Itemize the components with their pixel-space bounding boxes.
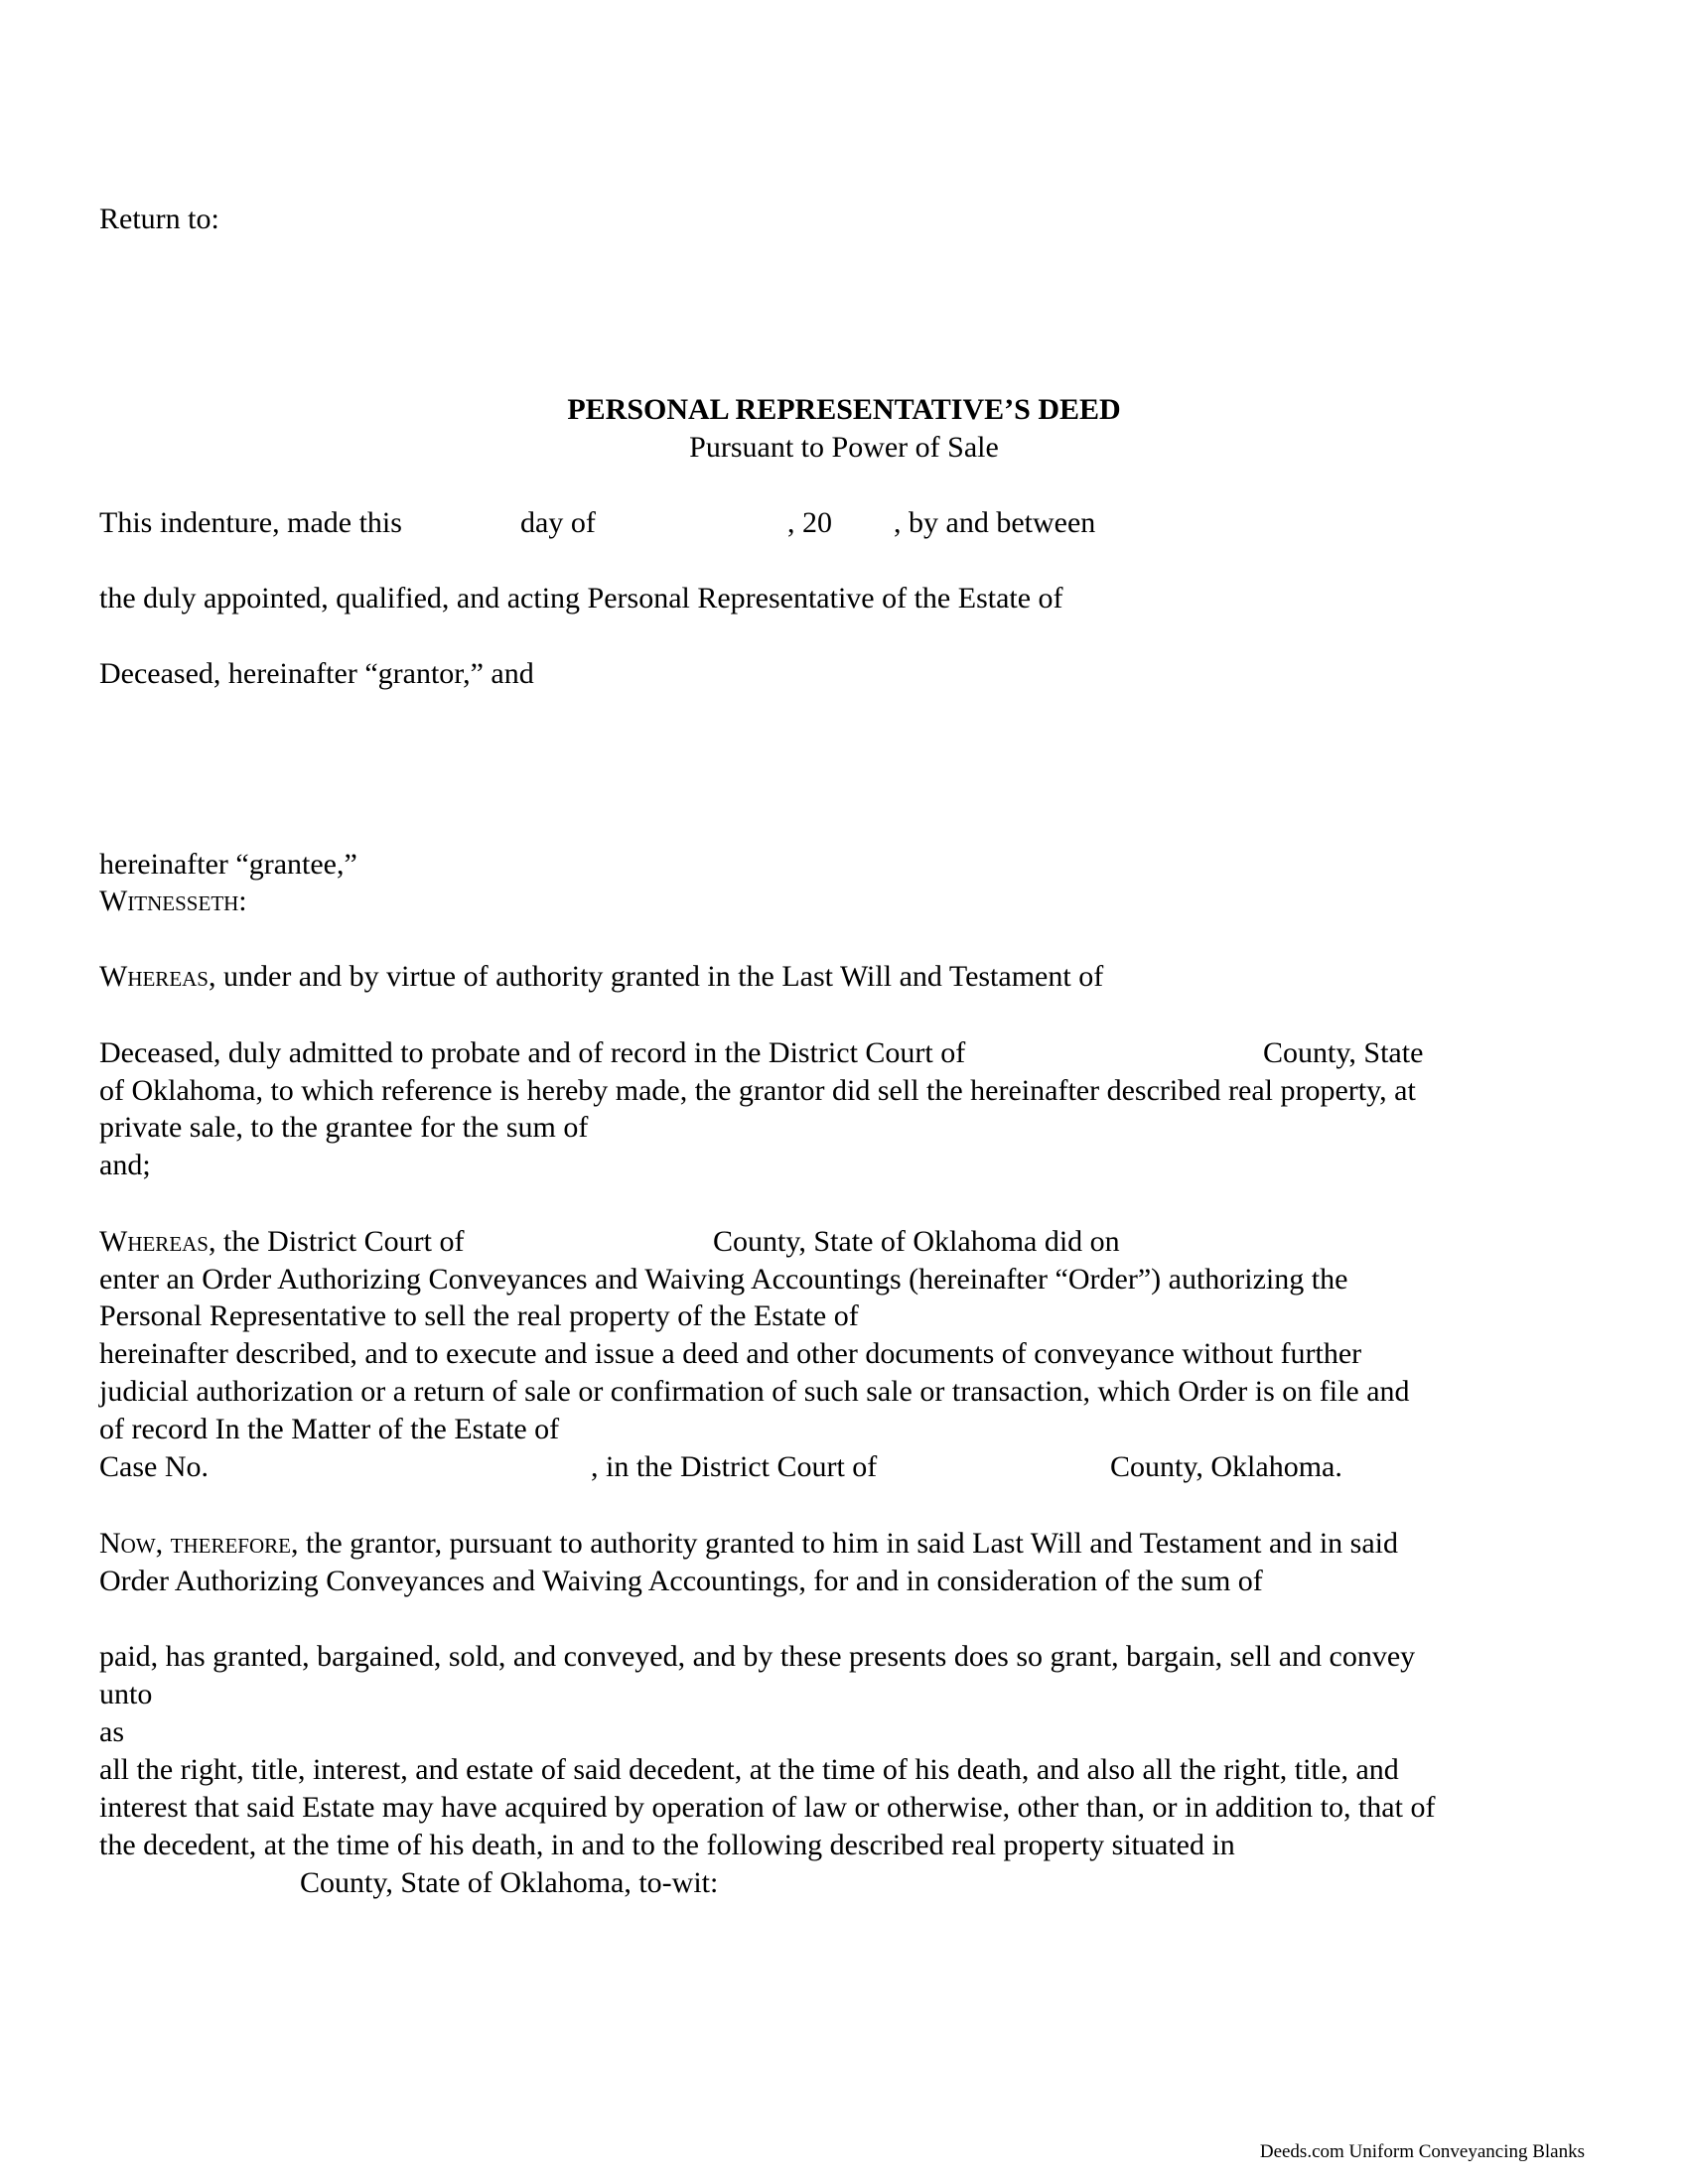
now-therefore-line-5: as [99,1715,124,1748]
county-oklahoma: County, Oklahoma. [1110,1450,1342,1483]
return-to-label: Return to: [99,203,219,235]
whereas-2-line-1b: County, State of Oklahoma did on [713,1225,1120,1258]
whereas-1-line-2b: County, State [1263,1036,1424,1069]
whereas-1-line-1: Whereas, under and by virtue of authority granted in the Last Will and Testament of [99,960,1104,993]
case-no-label: Case No. [99,1450,209,1483]
whereas-2-line-4: hereinafter described, and to execute and issue a deed and other documents of conveyance without further [99,1337,1362,1370]
whereas-2-line-5: judicial authorization or a return of sale or confirmation of such sale or transaction, which Order is on file and [99,1375,1410,1408]
whereas-1-line-2a: Deceased, duly admitted to probate and of record in the District Court of [99,1036,966,1069]
whereas-1-line-4: private sale, to the grantee for the sum of [99,1111,589,1144]
document-subtitle: Pursuant to Power of Sale [689,431,999,464]
grantee-line: hereinafter “grantee,” [99,848,357,881]
now-therefore-line-7: interest that said Estate may have acquired by operation of law or otherwise, other than, or in addition to, that of [99,1791,1436,1824]
appointed-line: the duly appointed, qualified, and acting Personal Representative of the Estate of [99,582,1063,614]
now-therefore-line-1: Now, therefore, the grantor, pursuant to authority granted to him in said Last Will and Testament and in said [99,1527,1398,1560]
indenture-day-of: day of [520,506,596,539]
now-therefore-line-8: the decedent, at the time of his death, in and to the following described real property situated in [99,1829,1235,1861]
now-therefore-line-2: Order Authorizing Conveyances and Waiving Accountings, for and in consideration of the sum of [99,1565,1263,1597]
indenture-by-and-between: , by and between [894,506,1096,539]
whereas-2-line-6: of record In the Matter of the Estate of [99,1413,560,1445]
whereas-2-line-2: enter an Order Authorizing Conveyances and Waiving Accountings (hereinafter “Order”) authorizing the [99,1263,1348,1296]
whereas-1-line-3: of Oklahoma, to which reference is hereby made, the grantor did sell the hereinafter described real property, at [99,1074,1416,1107]
now-therefore-line-9: County, State of Oklahoma, to-wit: [300,1866,719,1899]
indenture-made-this: This indenture, made this [99,506,402,539]
now-therefore-line-6: all the right, title, interest, and estate of said decedent, at the time of his death, and also all the right, title, and [99,1753,1399,1786]
now-therefore-line-4: unto [99,1678,153,1710]
indenture-year: , 20 [787,506,832,539]
whereas-2-line-3: Personal Representative to sell the real property of the Estate of [99,1299,859,1332]
witnesseth-heading: Witnesseth: [99,885,247,917]
grantor-line: Deceased, hereinafter “grantor,” and [99,657,534,690]
now-therefore-line-3: paid, has granted, bargained, sold, and conveyed, and by these presents does so grant, bargain, sell and convey [99,1640,1416,1673]
in-district-court: , in the District Court of [591,1450,878,1483]
whereas-1-line-5: and; [99,1149,151,1181]
document-title: PERSONAL REPRESENTATIVE’S DEED [567,393,1121,426]
whereas-2-line-1a: Whereas, the District Court of [99,1225,465,1258]
footer-brand: Deeds.com Uniform Conveyancing Blanks [1259,2141,1585,2162]
